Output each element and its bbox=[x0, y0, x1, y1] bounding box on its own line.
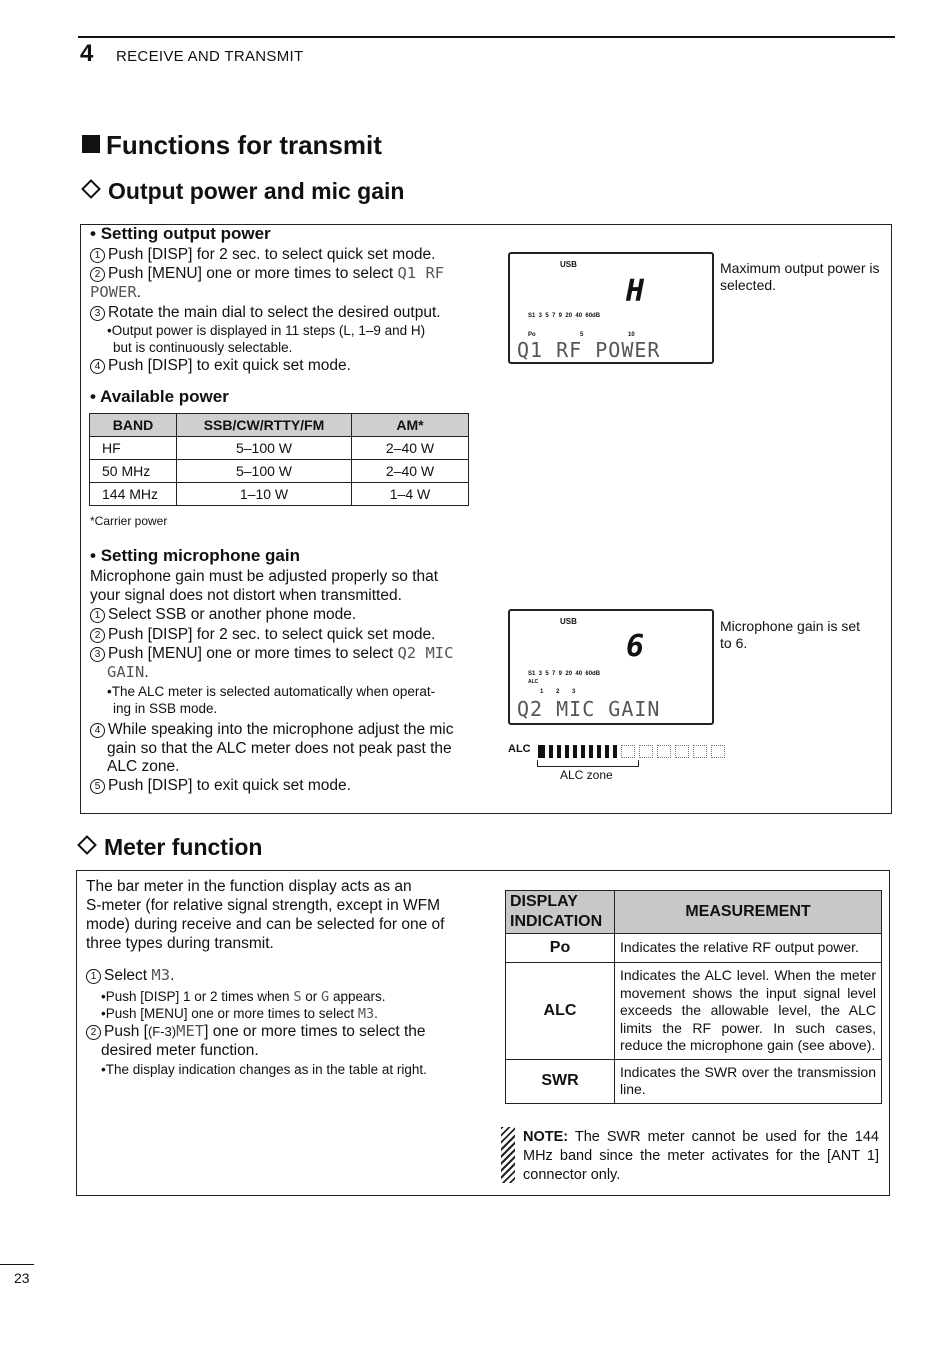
indication-alc: ALC bbox=[506, 963, 615, 1060]
section-heading-output bbox=[80, 178, 404, 205]
lcd-q2-mic-gain: Q2 MIC GAIN bbox=[517, 697, 661, 721]
cell-ssb: 5–100 W bbox=[177, 460, 352, 483]
alc-segment-filled bbox=[613, 745, 617, 758]
mic-step-1 bbox=[90, 605, 356, 624]
chapter-title: RECEIVE AND TRANSMIT bbox=[116, 48, 304, 65]
alc-segment-empty bbox=[711, 745, 725, 758]
alc-segments bbox=[538, 743, 729, 761]
step-number-3: 3 bbox=[90, 306, 105, 321]
table-row bbox=[90, 460, 469, 483]
lcd-q1-rf-power: Q1 RF POWER bbox=[517, 338, 661, 362]
step-number-2: 2 bbox=[86, 1025, 101, 1040]
step-number-2: 2 bbox=[90, 267, 105, 282]
table-row bbox=[506, 1059, 882, 1103]
mic-step-3b bbox=[107, 663, 149, 682]
lcd-text-g: G bbox=[321, 989, 330, 1005]
output-step-2-end: . bbox=[136, 284, 141, 301]
mic-step-4 bbox=[90, 720, 454, 739]
mic-bullet-a: The ALC meter is selected automatically when operat- bbox=[111, 684, 436, 699]
lcd-text-gain: GAIN bbox=[107, 663, 145, 681]
output-bullet-1: •Output power is displayed in 11 steps (L, 1–9 and H) bbox=[107, 323, 426, 338]
meter-step-2-key: (F-3) bbox=[147, 1024, 177, 1039]
measurement-alc: Indicates the ALC level. When the meter movement shows the input signal level exceeds the allowable level, the ALC limits the RF power. In such cases, reduce the microphone gain (see above). bbox=[615, 963, 882, 1060]
cell-am: 2–40 W bbox=[352, 437, 469, 460]
meter-step-1-end: . bbox=[170, 967, 175, 984]
meter-step-2c: desired meter function. bbox=[101, 1042, 259, 1059]
output-bullet-1-a: Output power is displayed in 11 steps (L, 1–9 and H) bbox=[111, 323, 426, 338]
mic-intro-b: your signal does not distort when transmitted. bbox=[90, 587, 402, 604]
output-step-2 bbox=[90, 264, 475, 302]
alc-3: 3 bbox=[572, 689, 576, 695]
col-measurement: MEASUREMENT bbox=[615, 891, 882, 934]
mic-step-2-text: Push [DISP] for 2 sec. to select quick set mode. bbox=[108, 626, 436, 643]
col-band: BAND bbox=[90, 414, 177, 437]
table-row bbox=[506, 963, 882, 1060]
mic-step-5-text: Push [DISP] to exit quick set mode. bbox=[108, 777, 351, 794]
alc-segment-filled bbox=[549, 745, 553, 758]
alc-small-label: ALC bbox=[528, 679, 539, 685]
mic-bullet-b: ing in SSB mode. bbox=[113, 701, 218, 716]
meter-bullet-2-a: Push [MENU] one or more times to select bbox=[105, 1006, 355, 1021]
step-number-2: 2 bbox=[90, 628, 105, 643]
meter-para-d: three types during transmit. bbox=[86, 935, 274, 952]
alc-segment-filled bbox=[597, 745, 601, 758]
meter-bullet-1-end: appears. bbox=[332, 989, 386, 1004]
diamond-icon bbox=[81, 179, 101, 199]
col-am: AM* bbox=[352, 414, 469, 437]
table-row bbox=[506, 934, 882, 963]
output-step-3-text: Rotate the main dial to select the desired output. bbox=[108, 304, 441, 321]
lcd-text-q1: Q1 RF POWER bbox=[90, 264, 445, 301]
lcd-text-s: S bbox=[293, 989, 302, 1005]
step-number-3: 3 bbox=[90, 647, 105, 662]
lcd-text-q2: Q2 MIC bbox=[397, 644, 454, 662]
indication-swr: SWR bbox=[506, 1059, 615, 1103]
meter-function-box bbox=[76, 870, 890, 1196]
alc-label: ALC bbox=[508, 743, 531, 755]
meter-para-c: mode) during receive and can be selected for one of bbox=[86, 916, 445, 933]
col-ssb: SSB/CW/RTTY/FM bbox=[177, 414, 352, 437]
header-rule bbox=[78, 36, 895, 38]
page-number: 23 bbox=[14, 1270, 30, 1286]
page-title-text: Functions for transmit bbox=[106, 130, 382, 160]
note-hatch-icon bbox=[501, 1127, 515, 1183]
meter-step-2-b: ] one or more times to select the bbox=[204, 1023, 426, 1040]
indication-po: Po bbox=[506, 934, 615, 963]
output-bullet-1b: but is continuously selectable. bbox=[113, 340, 293, 355]
section-heading-meter-text: Meter function bbox=[104, 834, 263, 860]
mic-intro-a: Microphone gain must be adjusted properly so that bbox=[90, 568, 439, 585]
col-display-b: INDICATION bbox=[510, 913, 603, 930]
meter-bullet-3: •The display indication changes as in the table at right. bbox=[101, 1062, 427, 1077]
cell-band: 50 MHz bbox=[90, 460, 177, 483]
cell-ssb: 5–100 W bbox=[177, 437, 352, 460]
setting-output-title-text: Setting output power bbox=[100, 224, 271, 243]
table-row bbox=[90, 483, 469, 506]
alc-segment-empty bbox=[639, 745, 653, 758]
alc-zone-label: ALC zone bbox=[560, 768, 613, 782]
po-10: 10 bbox=[628, 332, 635, 338]
square-bullet-icon bbox=[82, 135, 100, 153]
measurement-swr: Indicates the SWR over the transmission line. bbox=[615, 1059, 882, 1103]
alc-2: 2 bbox=[556, 689, 560, 695]
step-number-1: 1 bbox=[90, 248, 105, 263]
alc-segment-filled bbox=[538, 745, 545, 758]
lcd-text-met: MET bbox=[176, 1022, 205, 1040]
col-display-a: DISPLAY bbox=[510, 893, 578, 910]
meter-para-b: S-meter (for relative signal strength, except in WFM bbox=[86, 897, 441, 914]
output-step-1-text: Push [DISP] for 2 sec. to select quick set mode. bbox=[108, 246, 436, 263]
setting-output-title: • Setting output power bbox=[90, 224, 271, 243]
output-step-2-text: Push [MENU] one or more times to select bbox=[108, 265, 394, 282]
cell-ssb: 1–10 W bbox=[177, 483, 352, 506]
alc-1: 1 bbox=[540, 689, 544, 695]
power-value: H bbox=[626, 274, 645, 309]
step-number-1: 1 bbox=[90, 608, 105, 623]
step-number-5: 5 bbox=[90, 779, 105, 794]
meter-step-1-text: Select bbox=[104, 967, 148, 984]
output-step-4 bbox=[90, 356, 351, 375]
meter-step-2-a: Push [ bbox=[104, 1023, 148, 1040]
alc-segment-filled bbox=[557, 745, 561, 758]
mic-step-4c: ALC zone. bbox=[107, 758, 180, 775]
alc-segment-filled bbox=[565, 745, 569, 758]
meter-bullet-1-or: or bbox=[305, 989, 318, 1004]
alc-segment-empty bbox=[693, 745, 707, 758]
section-heading-output-text: Output power and mic gain bbox=[108, 178, 405, 204]
mic-step-2 bbox=[90, 625, 435, 644]
section-heading-meter bbox=[76, 834, 262, 861]
table-row bbox=[90, 437, 469, 460]
meter-bullet-3-text: The display indication changes as in the table at right. bbox=[105, 1062, 427, 1077]
mode-indicator: USB bbox=[560, 617, 577, 626]
note-text: The SWR meter cannot be used for the 144 MHz band since the meter activates for the [ANT 1] connector only. bbox=[523, 1129, 879, 1183]
output-step-4-text: Push [DISP] to exit quick set mode. bbox=[108, 357, 351, 374]
meter-bullet-2-end: . bbox=[374, 1006, 378, 1021]
note bbox=[523, 1128, 879, 1185]
alc-segment-filled bbox=[589, 745, 593, 758]
note-label: NOTE: bbox=[523, 1129, 569, 1145]
po-5: 5 bbox=[580, 332, 584, 338]
carrier-footnote: *Carrier power bbox=[90, 514, 168, 528]
page-title bbox=[82, 130, 382, 161]
mic-step-5 bbox=[90, 776, 351, 795]
alc-zone-bracket bbox=[537, 760, 639, 767]
alc-segment-empty bbox=[657, 745, 671, 758]
output-power-box bbox=[80, 224, 892, 814]
meter-step-2 bbox=[86, 1022, 466, 1041]
display2-caption: Microphone gain is set to 6. bbox=[720, 618, 861, 651]
meter-bullet-2: •Push [MENU] one or more times to select M3. bbox=[101, 1006, 378, 1022]
cell-am: 1–4 W bbox=[352, 483, 469, 506]
measurement-po: Indicates the relative RF output power. bbox=[615, 934, 882, 963]
mic-bullet: •The ALC meter is selected automatically when operat- bbox=[107, 684, 436, 699]
alc-segment-filled bbox=[605, 745, 609, 758]
cell-am: 2–40 W bbox=[352, 460, 469, 483]
alc-segment-empty bbox=[621, 745, 635, 758]
alc-segment-filled bbox=[573, 745, 577, 758]
chapter-number: 4 bbox=[80, 40, 94, 67]
s-meter-scale: S1 3 5 7 9 20 40 60dB bbox=[528, 313, 601, 319]
available-power-title: • Available power bbox=[90, 387, 229, 406]
mic-step-4b: gain so that the ALC meter does not peak past the bbox=[107, 740, 452, 757]
step-number-1: 1 bbox=[86, 969, 101, 984]
step-number-4: 4 bbox=[90, 359, 105, 374]
mic-gain-title: • Setting microphone gain bbox=[90, 546, 300, 565]
meter-step-1 bbox=[86, 966, 174, 985]
cell-band: 144 MHz bbox=[90, 483, 177, 506]
mic-step-1-text: Select SSB or another phone mode. bbox=[108, 606, 357, 623]
mic-step-3-text: Push [MENU] one or more times to select bbox=[108, 645, 394, 662]
lcd-text-m3b: M3 bbox=[357, 1006, 375, 1022]
mic-step-3-end: . bbox=[144, 664, 149, 681]
alc-segment-empty bbox=[675, 745, 689, 758]
alc-meter bbox=[508, 741, 768, 761]
col-display-indication bbox=[506, 891, 615, 934]
display1-caption: Maximum output power is selected. bbox=[720, 260, 880, 293]
cell-band: HF bbox=[90, 437, 177, 460]
mic-step-3 bbox=[90, 644, 475, 663]
output-step-1 bbox=[90, 245, 470, 264]
po-label: Po bbox=[528, 332, 536, 338]
mode-indicator: USB bbox=[560, 260, 577, 269]
meter-bullet-1: •Push [DISP] 1 or 2 times when S or G appears. bbox=[101, 989, 386, 1005]
lcd-display-mic-gain bbox=[508, 609, 714, 725]
lcd-display-rf-power bbox=[508, 252, 714, 364]
lcd-text-m3: M3 bbox=[151, 966, 171, 984]
step-number-4: 4 bbox=[90, 723, 105, 738]
available-power-title-text: Available power bbox=[100, 387, 229, 406]
mic-gain-value: 6 bbox=[626, 629, 645, 664]
meter-table bbox=[505, 890, 882, 1104]
meter-para-a: The bar meter in the function display acts as an bbox=[86, 878, 412, 895]
page-number-rule bbox=[0, 1264, 34, 1265]
available-power-table bbox=[89, 413, 469, 506]
alc-segment-filled bbox=[581, 745, 585, 758]
meter-table-header bbox=[506, 891, 882, 934]
meter-bullet-1-a: Push [DISP] 1 or 2 times when bbox=[105, 989, 290, 1004]
mic-step-4-text: While speaking into the microphone adjust the mic bbox=[108, 721, 454, 738]
mic-gain-title-text: Setting microphone gain bbox=[100, 546, 300, 565]
s-meter-scale: S1 3 5 7 9 20 40 60dB bbox=[528, 671, 601, 677]
table-header-row bbox=[90, 414, 469, 437]
output-step-3 bbox=[90, 303, 475, 322]
diamond-icon bbox=[77, 835, 97, 855]
